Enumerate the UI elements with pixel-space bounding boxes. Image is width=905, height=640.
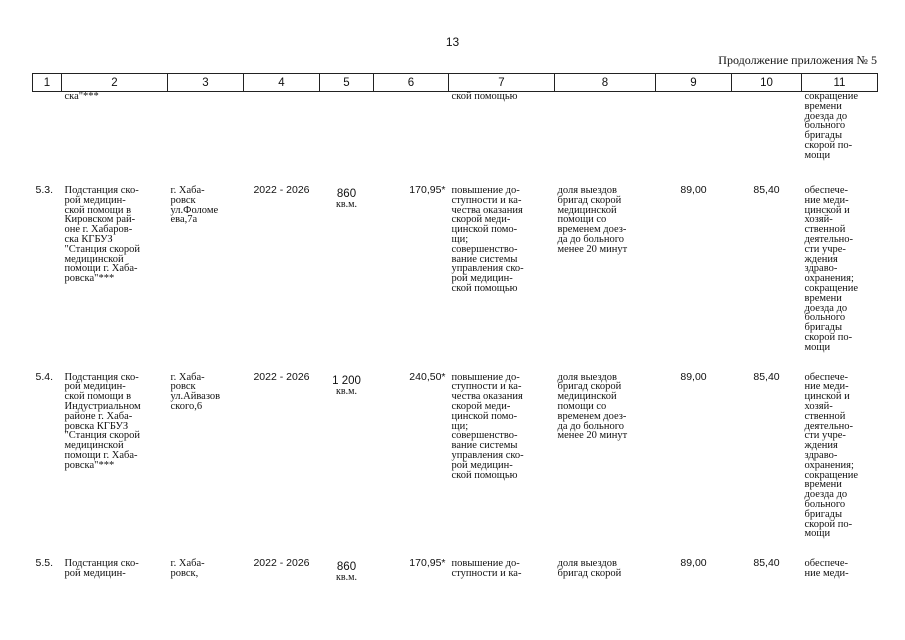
column-header: 4 bbox=[244, 74, 320, 92]
column-header: 1 bbox=[33, 74, 62, 92]
area-unit: кв.м. bbox=[336, 385, 357, 397]
indicator: доля выездов бригад скорой медицинской помощи со временем доез- да до больного менее 20 минут bbox=[557, 185, 628, 255]
goal: повышение до- ступности и ка- чества оказания скорой меди- цинской помо- щи; совершенство- вание системы управления ско- рой медицин- ской помощью bbox=[451, 371, 524, 481]
indicator-value-9: 89,00 bbox=[680, 184, 707, 196]
indicator-value-9: 89,00 bbox=[680, 370, 707, 383]
result-continued: сокращение времени доезда до больного бригады скорой по- мощи bbox=[804, 91, 859, 161]
expected-result: обеспече- ние меди- bbox=[804, 558, 849, 579]
column-header: 9 bbox=[656, 74, 732, 92]
table-header-row bbox=[33, 74, 878, 92]
column-header: 2 bbox=[62, 74, 168, 92]
column-header: 5 bbox=[320, 74, 374, 92]
indicator-value-10: 85,40 bbox=[753, 370, 780, 383]
column-header: 10 bbox=[732, 74, 802, 92]
facility-address: г. Хаба- ровск ул.Фоломе ева,7а bbox=[170, 185, 219, 226]
expected-result: обеспече- ние меди- цинской и хозяй- ственной деятельно- сти учре- ждения здраво- охранения; сокращение времени доезда до больного бригады скорой по- мощи bbox=[804, 371, 859, 540]
indicator: доля выездов бригад скорой медицинской помощи со временем доез- да до больного менее 20 минут bbox=[557, 371, 628, 442]
expected-result: обеспече- ние меди- цинской и хозяй- ственной деятельно- сти учре- ждения здраво- охранения; сокращение времени доезда до больного бригады скорой по- мощи bbox=[804, 185, 859, 353]
table-row bbox=[33, 367, 878, 540]
facility-name: Подстанция ско- рой медицин- ской помощи в Кировском рай- оне г. Хабаров- ска КГБУЗ "Станция скорой медицинской помощи г. Хаба- ровска"*** bbox=[64, 185, 140, 285]
period: 2022 - 2026 bbox=[253, 557, 310, 570]
area-unit: кв.м. bbox=[336, 572, 357, 584]
appendix-table bbox=[32, 73, 878, 583]
indicator-value-10: 85,40 bbox=[753, 557, 780, 570]
cost: 170,95* bbox=[409, 557, 446, 570]
goal-continued: ской помощью bbox=[451, 91, 518, 102]
indicator: доля выездов бригад скорой bbox=[557, 558, 622, 579]
row-number: 5.5. bbox=[35, 557, 54, 570]
table-row-continuation bbox=[33, 92, 878, 167]
column-header: 8 bbox=[555, 74, 656, 92]
cost: 240,50* bbox=[409, 370, 446, 383]
indicator-value-10: 85,40 bbox=[753, 184, 780, 196]
goal: повышение до- ступности и ка- bbox=[451, 558, 522, 579]
area-value: 860 bbox=[336, 188, 357, 200]
column-header: 6 bbox=[374, 74, 449, 92]
table-row bbox=[33, 180, 878, 353]
period: 2022 - 2026 bbox=[253, 370, 310, 383]
column-header: 7 bbox=[449, 74, 555, 92]
table-row bbox=[33, 553, 878, 583]
column-header: 3 bbox=[168, 74, 244, 92]
page-number: 13 bbox=[445, 35, 460, 49]
facility-name-continued: ска"*** bbox=[64, 91, 99, 102]
area-unit: кв.м. bbox=[336, 199, 357, 210]
row-number: 5.3. bbox=[35, 184, 54, 196]
area-value: 860 bbox=[336, 561, 357, 574]
goal: повышение до- ступности и ка- чества оказания скорой меди- цинской помо- щи; совершенство- вание системы управления ско- рой медицин- ской помощью bbox=[451, 185, 524, 294]
facility-address: г. Хаба- ровск ул.Айвазов ского,6 bbox=[170, 371, 221, 412]
period: 2022 - 2026 bbox=[253, 184, 310, 196]
cost: 170,95* bbox=[409, 184, 446, 196]
facility-address: г. Хаба- ровск, bbox=[170, 558, 205, 579]
appendix-continuation-note: Продолжение приложения № 5 bbox=[718, 53, 877, 67]
facility-name: Подстанция ско- рой медицин- bbox=[64, 558, 139, 579]
row-number: 5.4. bbox=[35, 370, 54, 383]
facility-name: Подстанция ско- рой медицин- ской помощи в Индустриальном районе г. Хаба- ровска КГБУЗ "Станция скорой медицинской помощи г. Хаба- ровска"*** bbox=[64, 371, 141, 471]
indicator-value-9: 89,00 bbox=[680, 557, 707, 570]
area-value: 1 200 bbox=[332, 374, 361, 387]
column-header: 11 bbox=[802, 74, 878, 92]
